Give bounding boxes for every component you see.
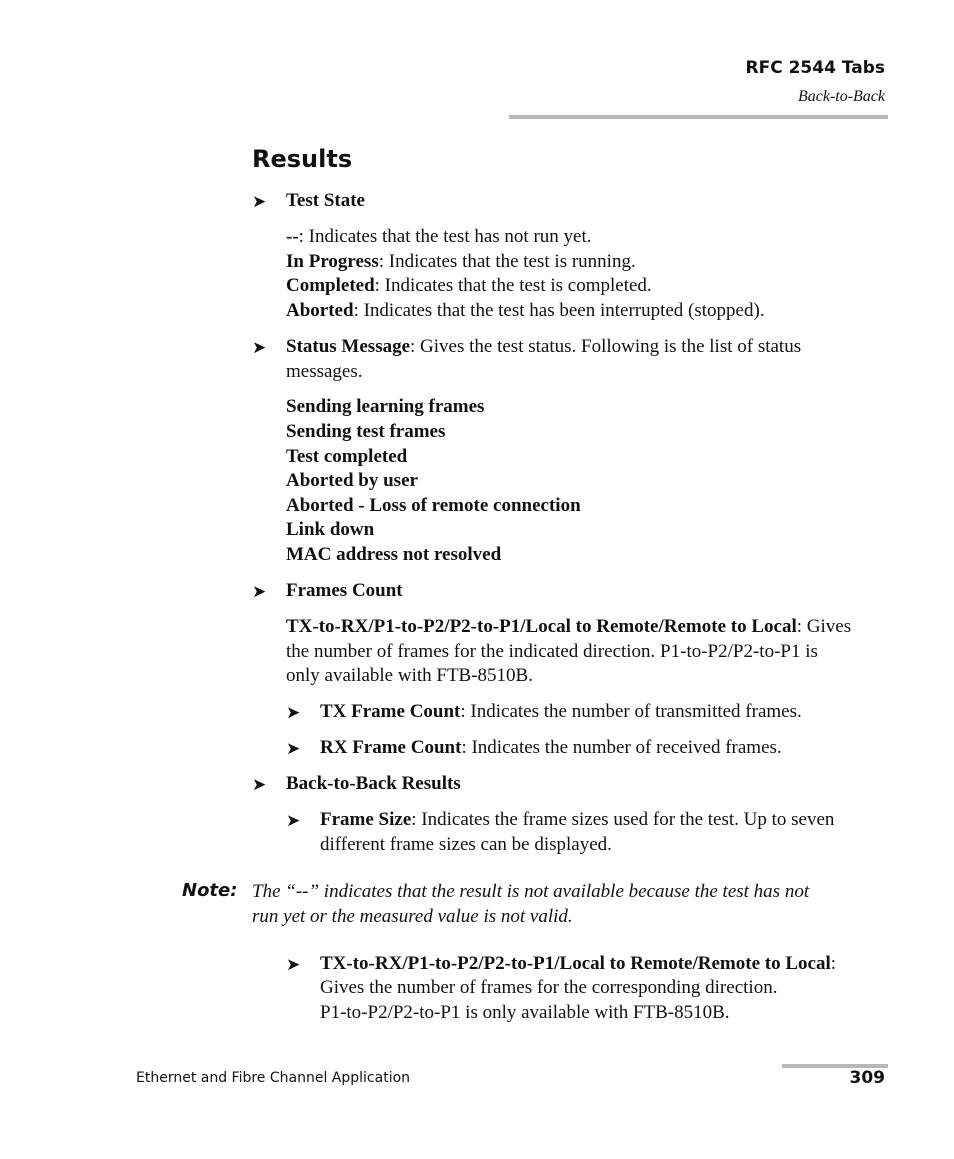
frame-size-item: Frame Size: Indicates the frame sizes used for the test. Up to seven [320, 809, 835, 830]
status-message-item: Link down [286, 519, 375, 540]
header-divider [509, 115, 888, 119]
header-section-subtitle: Back-to-Back [797, 88, 885, 105]
test-state-heading: Test State [286, 190, 365, 211]
page-title: Results [252, 145, 353, 173]
bullet-arrow-icon: ➤ [286, 739, 301, 758]
frames-count-heading: Frames Count [286, 580, 403, 601]
bullet-arrow-icon: ➤ [252, 582, 267, 601]
bullet-arrow-icon: ➤ [286, 955, 301, 974]
back-to-back-heading: Back-to-Back Results [286, 773, 461, 794]
tx-frame-count-item: TX Frame Count: Indicates the number of transmitted frames. [320, 701, 802, 722]
bullet-arrow-icon: ➤ [286, 811, 301, 830]
header-chapter-title: RFC 2544 Tabs [745, 58, 885, 78]
frames-count-directions-cont: the number of frames for the indicated direction. P1-to-P2/P2-to-P1 is [286, 641, 818, 662]
direction-item: TX-to-RX/P1-to-P2/P2-to-P1/Local to Remote/Remote to Local: [320, 953, 837, 974]
rx-frame-count-item: RX Frame Count: Indicates the number of received frames. [320, 737, 782, 758]
note-label: Note: [182, 880, 238, 901]
frames-count-directions: TX-to-RX/P1-to-P2/P2-to-P1/Local to Remote/Remote to Local: Gives [286, 616, 852, 637]
frame-size-item-cont: different frame sizes can be displayed. [320, 834, 612, 855]
test-state-item: In Progress: Indicates that the test is running. [286, 251, 636, 272]
status-message-item: MAC address not resolved [286, 544, 502, 565]
status-message-intro: Status Message: Gives the test status. Following is the list of status [286, 336, 802, 357]
page-number: 309 [849, 1068, 885, 1088]
frames-count-directions-cont: only available with FTB-8510B. [286, 665, 533, 686]
test-state-item: Aborted: Indicates that the test has been interrupted (stopped). [286, 300, 765, 321]
bullet-arrow-icon: ➤ [252, 775, 267, 794]
direction-item-cont: Gives the number of frames for the corresponding direction. [320, 977, 778, 998]
bullet-arrow-icon: ➤ [286, 703, 301, 722]
direction-item-cont: P1-to-P2/P2-to-P1 is only available with FTB-8510B. [320, 1002, 730, 1023]
status-message-intro-cont: messages. [286, 361, 363, 382]
note-text-cont: run yet or the measured value is not valid. [252, 906, 573, 927]
bullet-arrow-icon: ➤ [252, 192, 267, 211]
status-message-item: Aborted by user [286, 470, 418, 491]
status-message-item: Sending learning frames [286, 396, 485, 417]
test-state-item: Completed: Indicates that the test is completed. [286, 275, 652, 296]
test-state-item: --: Indicates that the test has not run yet. [286, 226, 592, 247]
note-text: The “--” indicates that the result is not available because the test has not [252, 881, 810, 902]
footer-doc-title: Ethernet and Fibre Channel Application [136, 1070, 411, 1086]
bullet-arrow-icon: ➤ [252, 338, 267, 357]
status-message-item: Aborted - Loss of remote connection [286, 495, 581, 516]
status-message-item: Test completed [286, 446, 408, 467]
status-message-item: Sending test frames [286, 421, 446, 442]
